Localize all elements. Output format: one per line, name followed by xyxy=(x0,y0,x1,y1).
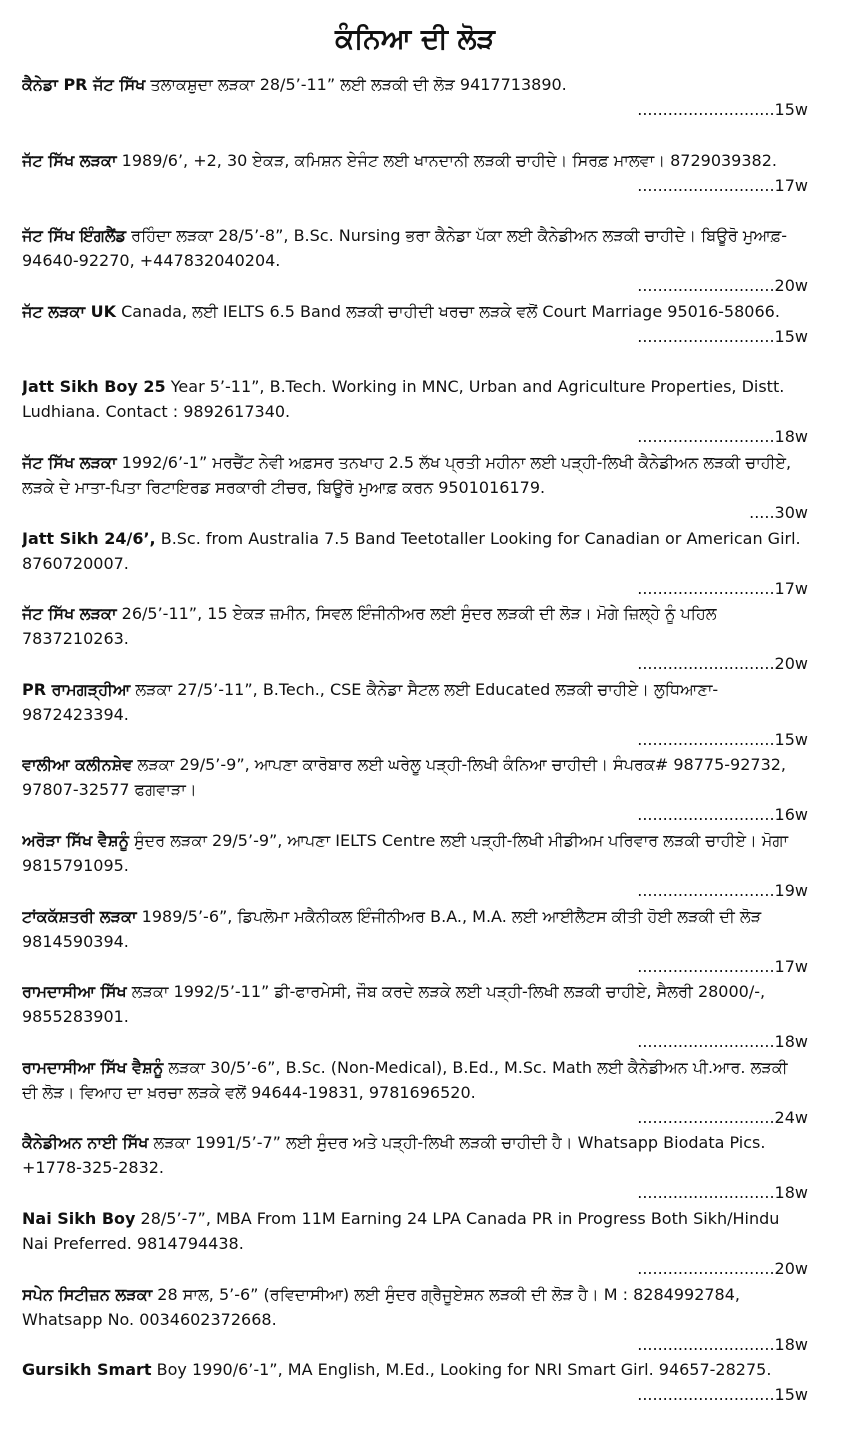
ads-list xyxy=(22,72,808,1433)
ad-lead: ਵਾਲੀਆ ਕਲੀਨਸ਼ੇਵ xyxy=(22,755,133,775)
classified-ad xyxy=(22,1206,808,1282)
ad-body: ਰਹਿੰਦਾ ਲੜਕਾ 28/5’-8”, B.Sc. Nursing ਭਰਾ ਕੈਨੇਡਾ ਪੱਕਾ ਲਈ ਕੈਨੇਡੀਅਨ ਲੜਕੀ ਚਾਹੀਦੇ। ਬਿਊਰੋ ਮੁਆਫ਼- 94640-92270, +447832040204. xyxy=(22,226,788,271)
ad-lead: ਜੱਟ ਸਿੱਖ ਲੜਕਾ xyxy=(22,150,117,170)
ad-text xyxy=(22,1206,808,1256)
ad-lead: Nai Sikh Boy xyxy=(22,1208,136,1228)
ad-lead: ਸਪੇਨ ਸਿਟੀਜ਼ਨ ਲੜਕਾ xyxy=(22,1284,153,1304)
ad-lead: Gursikh Smart xyxy=(22,1360,152,1380)
ad-code: ...........................20w xyxy=(637,276,808,296)
ad-text xyxy=(22,72,808,97)
classified-ad xyxy=(22,979,808,1055)
ad-text xyxy=(22,299,808,324)
ad-code: ...........................18w xyxy=(637,1032,808,1052)
ad-text xyxy=(22,904,808,954)
ad-lead: ਅਰੋੜਾ ਸਿੱਖ ਵੈਸ਼ਨੂੰ xyxy=(22,830,129,850)
classified-ad xyxy=(22,1357,808,1433)
ad-lead: ਜੱਟ ਲੜਕਾ UK xyxy=(22,301,116,321)
classified-ad xyxy=(22,677,808,753)
ad-text xyxy=(22,148,808,173)
ad-body: 1989/6’, +2, 30 ਏਕੜ, ਕਮਿਸ਼ਨ ਏਜੰਟ ਲਈ ਖਾਨਦਾਨੀ ਲੜਕੀ ਚਾਹੀਦੇ। ਸਿਰਫ਼ ਮਾਲਵਾ। 8729039382. xyxy=(116,150,777,170)
classified-ad xyxy=(22,148,808,224)
ad-code: ...........................15w xyxy=(637,1385,808,1405)
ad-code: ...........................18w xyxy=(637,427,808,447)
classified-ad xyxy=(22,526,808,602)
classified-ad xyxy=(22,374,808,450)
classified-ad xyxy=(22,601,808,677)
classified-ad xyxy=(22,223,808,299)
ad-lead: Jatt Sikh Boy 25 xyxy=(22,377,166,397)
ad-code: ...........................24w xyxy=(637,1107,808,1127)
ad-text xyxy=(22,450,808,500)
ad-code: ...........................17w xyxy=(637,175,808,195)
ad-code: ...........................15w xyxy=(637,326,808,346)
classified-ad xyxy=(22,1130,808,1206)
ad-text xyxy=(22,677,808,727)
ad-code: ...........................15w xyxy=(637,729,808,749)
ad-lead: Jatt Sikh 24/6’, xyxy=(22,528,156,548)
ad-text xyxy=(22,374,808,424)
ad-code: ...........................16w xyxy=(637,805,808,825)
ad-text xyxy=(22,828,808,878)
ad-lead: ਰਾਮਦਾਸੀਆ ਸਿੱਖ ਵੈਸ਼ਨੂੰ xyxy=(22,1057,164,1077)
ad-text xyxy=(22,1357,808,1382)
ad-code: ...........................20w xyxy=(637,1258,808,1278)
ad-body: 28/5’-7”, MBA From 11M Earning 24 LPA Canada PR in Progress Both Sikh/Hindu Nai Preferred. 9814794438. xyxy=(22,1208,780,1253)
ad-lead: ਕੈਨੇਡਾ PR ਜੱਟ ਸਿੱਖ xyxy=(22,75,146,94)
classified-ad xyxy=(22,752,808,828)
ad-text xyxy=(22,601,808,651)
ad-text xyxy=(22,1130,808,1180)
ad-text xyxy=(22,1055,808,1105)
classified-ad xyxy=(22,828,808,904)
ad-lead: ਕੈਨੇਡੀਅਨ ਨਾਈ ਸਿੱਖ xyxy=(22,1133,149,1153)
classified-ad xyxy=(22,904,808,980)
ad-lead: ਟਾਂਕਕੱਸ਼ਤਰੀ ਲੜਕਾ xyxy=(22,906,137,926)
ad-body: ਲੜਕਾ 1992/5’-11” ਡੀ-ਫਾਰਮੇਸੀ, ਜੌਬ ਕਰਦੇ ਲੜਕੇ ਲਈ ਪੜ੍ਹੀ-ਲਿਖੀ ਲੜਕੀ ਚਾਹੀਏ, ਸੈਲਰੀ 28000/-, 9855283901. xyxy=(22,982,766,1027)
ad-code: ...........................15w xyxy=(637,100,808,119)
ad-code: ...........................20w xyxy=(637,654,808,674)
ad-text xyxy=(22,1282,808,1332)
ad-body: 26/5’-11”, 15 ਏਕੜ ਜ਼ਮੀਨ, ਸਿਵਲ ਇੰਜੀਨੀਅਰ ਲਈ ਸੁੰਦਰ ਲੜਕੀ ਦੀ ਲੋੜ। ਮੋਗੇ ਜ਼ਿਲ੍ਹੇ ਨੂੰ ਪਹਿਲ 7837210263. xyxy=(22,604,717,649)
ad-body: 1989/5’-6”, ਡਿਪਲੋਮਾ ਮਕੈਨੀਕਲ ਇੰਜੀਨੀਅਰ B.A., M.A. ਲਈ ਆਈਲੈਟਸ ਕੀਤੀ ਹੋਈ ਲੜਕੀ ਦੀ ਲੋੜ 9814590394. xyxy=(22,906,762,951)
ad-body: ਲੜਕਾ 27/5’-11”, B.Tech., CSE ਕੈਨੇਡਾ ਸੈਟਲ ਲਈ Educated ਲੜਕੀ ਚਾਹੀਏ। ਲੁਧਿਆਣਾ- 9872423394. xyxy=(22,679,719,724)
page-title: ਕੰਨਿਆ ਦੀ ਲੋੜ xyxy=(335,22,495,55)
ad-body: ਤਲਾਕਸ਼ੁਦਾ ਲੜਕਾ 28/5’-11” ਲਈ ਲੜਕੀ ਦੀ ਲੋੜ 9417713890. xyxy=(145,75,567,94)
ad-body: ਲੜਕਾ 30/5’-6”, B.Sc. (Non-Medical), B.Ed., M.Sc. Math ਲਈ ਕੈਨੇਡੀਅਨ ਪੀ.ਆਰ. ਲੜਕੀ ਦੀ ਲੋੜ। ਵਿਆਹ ਦਾ ਖ਼ਰਚਾ ਲੜਕੇ ਵਲੋਂ 94644-19831, 9781696520. xyxy=(22,1057,788,1102)
ad-body: ਲੜਕਾ 29/5’-9”, ਆਪਣਾ ਕਾਰੋਬਾਰ ਲਈ ਘਰੇਲੂ ਪੜ੍ਹੀ-ਲਿਖੀ ਕੰਨਿਆ ਚਾਹੀਦੀ। ਸੰਪਰਕ# 98775-92732, 97807-32577 ਫਗਵਾੜਾ। xyxy=(22,755,787,800)
ad-body: Boy 1990/6’-1”, MA English, M.Ed., Looking for NRI Smart Girl. 94657-28275. xyxy=(151,1360,772,1380)
ad-body: B.Sc. from Australia 7.5 Band Teetotaller Looking for Canadian or American Girl. 8760720007. xyxy=(22,528,801,573)
ad-body: Canada, ਲਈ IELTS 6.5 Band ਲੜਕੀ ਚਾਹੀਦੀ ਖਰਚਾ ਲੜਕੇ ਵਲੋਂ Court Marriage 95016-58066. xyxy=(116,301,780,321)
ad-body: Year 5’-11”, B.Tech. Working in MNC, Urban and Agriculture Properties, Distt. Ludhiana. Contact : 9892617340. xyxy=(22,377,785,422)
ad-code: ...........................17w xyxy=(637,578,808,598)
classified-ad xyxy=(22,299,808,375)
ad-text xyxy=(22,979,808,1029)
ad-lead: ਜੱਟ ਸਿੱਖ ਲੜਕਾ xyxy=(22,452,117,472)
ad-text xyxy=(22,752,808,802)
classified-ad xyxy=(22,72,808,148)
ad-body: 28 ਸਾਲ, 5’-6” (ਰਵਿਦਾਸੀਆ) ਲਈ ਸੁੰਦਰ ਗ੍ਰੈਜੂਏਸ਼ਨ ਲੜਕੀ ਦੀ ਲੋੜ ਹੈ। M : 8284992784, Whatsapp No. 0034602372668. xyxy=(22,1284,740,1329)
ad-lead: ਰਾਮਦਾਸੀਆ ਸਿੱਖ xyxy=(22,982,127,1002)
ad-code: ...........................18w xyxy=(637,1183,808,1203)
ad-body: ਸੁੰਦਰ ਲੜਕਾ 29/5’-9”, ਆਪਣਾ IELTS Centre ਲਈ ਪੜ੍ਹੀ-ਲਿਖੀ ਮੀਡੀਅਮ ਪਰਿਵਾਰ ਲੜਕੀ ਚਾਹੀਏ। ਮੋਗਾ 9815791095. xyxy=(22,830,789,875)
ad-lead: ਜੱਟ ਸਿੱਖ ਇੰਗਲੈਂਡ xyxy=(22,226,127,246)
ad-code: .....30w xyxy=(749,502,808,522)
ad-lead: PR ਰਾਮਗੜ੍ਹੀਆ xyxy=(22,679,131,699)
classified-ad xyxy=(22,450,808,526)
ad-code: ...........................17w xyxy=(637,956,808,976)
classified-ad xyxy=(22,1055,808,1131)
ad-text xyxy=(22,223,808,273)
ad-lead: ਜੱਟ ਸਿੱਖ ਲੜਕਾ xyxy=(22,604,117,624)
ad-text xyxy=(22,526,808,576)
ad-code: ...........................19w xyxy=(637,880,808,900)
classified-ad xyxy=(22,1282,808,1358)
ad-body: ਲੜਕਾ 1991/5’-7” ਲਈ ਸੁੰਦਰ ਅਤੇ ਪੜ੍ਹੀ-ਲਿਖੀ ਲੜਕੀ ਚਾਹੀਦੀ ਹੈ। Whatsapp Biodata Pics. +1778-325-2832. xyxy=(22,1133,766,1178)
ad-code: ...........................18w xyxy=(637,1334,808,1354)
ad-body: 1992/6’-1” ਮਰਚੈਂਟ ਨੇਵੀ ਅਫ਼ਸਰ ਤਨਖਾਹ 2.5 ਲੱਖ ਪ੍ਰਤੀ ਮਹੀਨਾ ਲਈ ਪੜ੍ਹੀ-ਲਿਖੀ ਕੈਨੇਡੀਅਨ ਲੜਕੀ ਚਾਹੀਏ, ਲੜਕੇ ਦੇ ਮਾਤਾ-ਪਿਤਾ ਰਿਟਾਇਰਡ ਸਰਕਾਰੀ ਟੀਚਰ, ਬਿਊਰੋ ਮੁਆਫ਼ ਕਰਨ 9501016179. xyxy=(22,452,792,497)
